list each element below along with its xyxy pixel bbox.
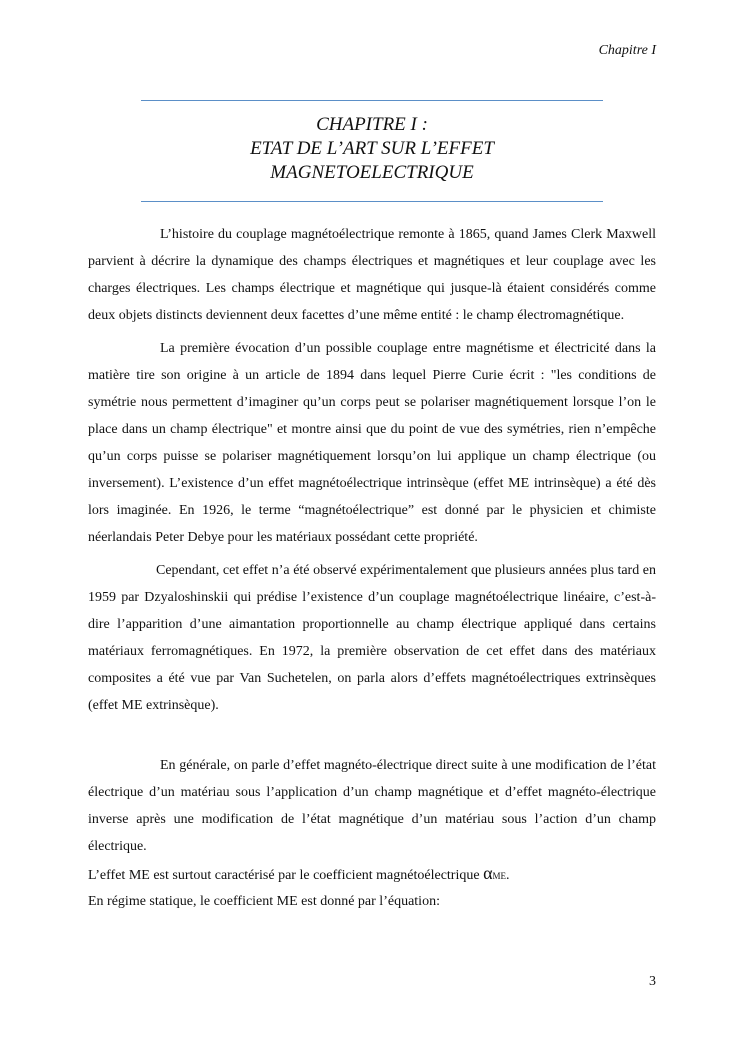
- paragraph-dzyaloshinskii: Cependant, cet effet n’a été observé expérimentalement que plusieurs années plus tard en 1959 par Dzyaloshinskii qui prédise l’existence d’un couplage magnétoélectrique linéaire, c’est-à-dire l’apparition d’une aimantation proportionnelle au champ électrique appliqué dans certains matériaux ferromagnétiques. En 1972, la première observation de cet effet dans des matériaux composites a été vue par Van Suchetelen, on parla alors d’effets magnétoélectriques extrinsèques (effet ME extrinsèque).: [88, 563, 656, 713]
- paragraph-maxwell: L’histoire du couplage magnétoélectrique remonte à 1865, quand James Clerk Maxwell parvient à décrire la dynamique des champs électriques et magnétiques et leur couplage avec les charges électriques. Les champs électrique et magnétique qui jusque-là étaient considérés comme deux objets distincts deviennent deux facettes d’une même entité : le champ électromagnétique.: [88, 227, 656, 323]
- running-header: Chapitre I: [598, 43, 656, 58]
- chapter-title-line-1: CHAPITRE I :: [316, 114, 428, 135]
- paragraph-coefficient: [88, 860, 656, 889]
- alpha-symbol: α: [483, 863, 493, 883]
- coefficient-period: .: [506, 868, 510, 883]
- paragraph-static-regime: En régime statique, le coefficient ME est donné par l’équation:: [88, 894, 440, 909]
- chapter-title-line-2: ETAT DE L’ART SUR L’EFFET: [250, 138, 494, 159]
- title-bottom-rule: [141, 201, 603, 202]
- alpha-subscript: ME: [492, 871, 506, 881]
- chapter-title-line-3: MAGNETOELECTRIQUE: [270, 162, 474, 183]
- body-text: [88, 221, 656, 915]
- paragraph-curie: La première évocation d’un possible couplage entre magnétisme et électricité dans la matière tire son origine à un article de 1894 dans lequel Pierre Curie écrit : "les conditions de symétrie nous permettent d’imaginer qu’un corps peut se polariser magnétiquement lorsque l’on le place dans un champ électrique" et montre ainsi que du point de vue des symétries, rien n’empêche qu’un corps puisse se polariser magnétiquement lorsqu’on lui applique un champ électrique (ou inversement). L’existence d’un effet magnétoélectrique intrinsèque (effet ME intrinsèque) a été dès lors imaginée. En 1926, le terme “magnétoélectrique” est donné par le physicien et chimiste néerlandais Peter Debye pour les matériaux possédant cette propriété.: [88, 341, 656, 545]
- title-top-rule: [141, 100, 603, 101]
- paragraph-direct-inverse: En générale, on parle d’effet magnéto-électrique direct suite à une modification de l’état électrique d’un matériau sous l’application d’un champ magnétique et d’effet magnéto-électrique inverse après une modification de l’état magnétique d’un matériau sous l’action d’un champ électrique.: [88, 758, 656, 854]
- chapter-title: [141, 113, 603, 185]
- page-number: 3: [649, 974, 656, 989]
- coefficient-text: L’effet ME est surtout caractérisé par le coefficient magnétoélectrique: [88, 868, 484, 883]
